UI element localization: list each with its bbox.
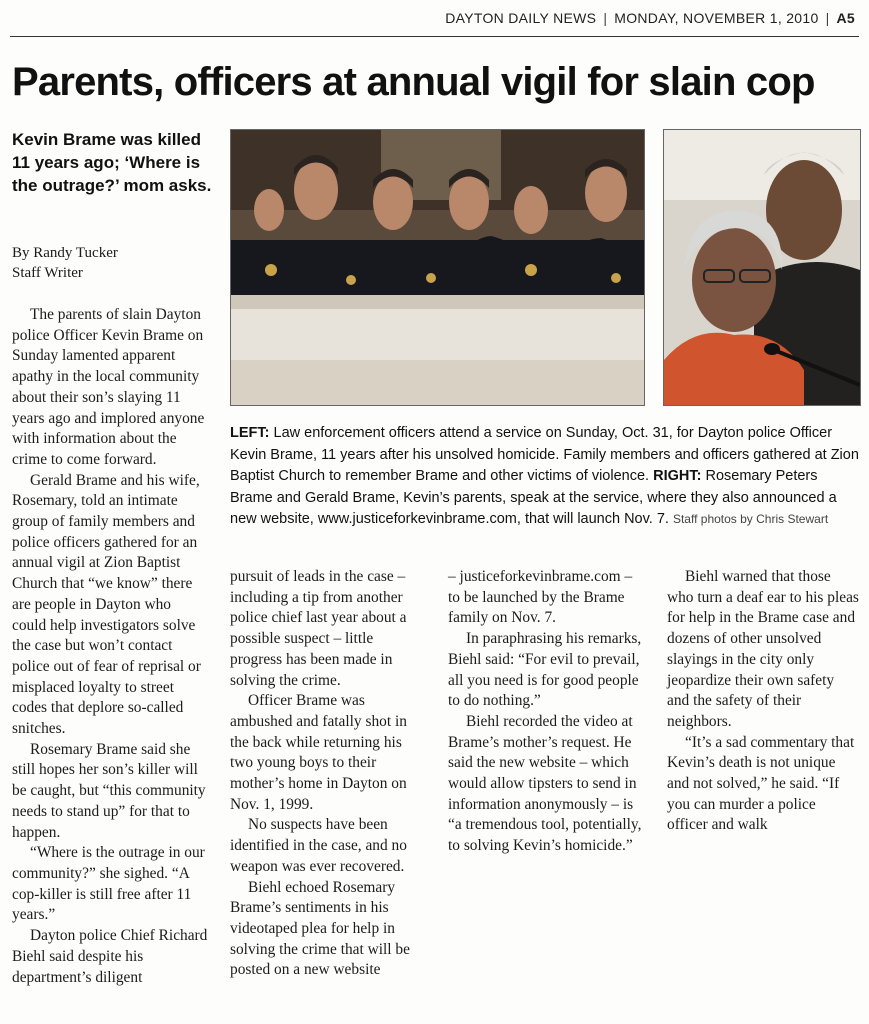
- paragraph: Biehl recorded the video at Brame’s mother’s request. He said the new website – which would allow tipsters to send in information anonymously – is “a tremendous tool, potentially, to solving Kevin’s homicide.”: [448, 712, 642, 855]
- publication-date: MONDAY, NOVEMBER 1, 2010: [614, 10, 819, 26]
- photo-caption: [230, 423, 860, 531]
- paragraph: The parents of slain Dayton police Officer Kevin Brame on Sunday lamented apparent apathy in the local community about their son’s slaying 11 years ago and implored anyone with information about the crime to come forward.: [12, 306, 205, 468]
- photo-credit: Staff photos by Chris Stewart: [672, 512, 829, 526]
- paragraph: “It’s a sad commentary that Kevin’s death is not unique and not solved,” he said. “If you can murder a police officer and walk: [667, 733, 855, 834]
- caption-left-label: LEFT:: [230, 425, 270, 441]
- byline-role: Staff Writer: [12, 265, 83, 281]
- paragraph: No suspects have been identified in the case, and no weapon was ever recovered.: [230, 816, 407, 875]
- officers-photo: [230, 129, 645, 406]
- paragraph: In paraphrasing his remarks, Biehl said: “For evil to prevail, all you need is for good people to do nothing.”: [448, 630, 642, 710]
- deck: Kevin Brame was killed 11 years ago; ‘Where is the outrage?’ mom asks.: [12, 130, 212, 195]
- paragraph: Dayton police Chief Richard Biehl said despite his department’s diligent: [12, 927, 208, 986]
- paragraph: – justiceforkevinbrame.com – to be launched by the Brame family on Nov. 7.: [448, 568, 633, 627]
- article-column-4: [667, 567, 859, 836]
- officers-photo-image: [231, 130, 644, 405]
- paragraph: Rosemary Brame said she still hopes her son’s killer will be caught, but “this community needs to stand up” for that to happen.: [12, 740, 206, 841]
- paragraph: Biehl echoed Rosemary Brame’s sentiments in his videotaped plea for help in solving the crime that will be posted on a new website: [230, 878, 410, 979]
- paragraph: Gerald Brame and his wife, Rosemary, told an intimate group of family members and police officers gathered for an annual vigil at Zion Baptist Church that “we know” there are people in Dayton who could help investigators solve the case but won’t contact police out of fear of reprisal or misplaced loyalty to street codes that deplore so-called snitches.: [12, 471, 201, 738]
- caption-right-label: RIGHT:: [653, 468, 702, 484]
- paragraph: Officer Brame was ambushed and fatally shot in the back while returning his two young boys to their mother’s home in Dayton on Nov. 1, 1999.: [230, 692, 407, 813]
- byline: [12, 243, 118, 283]
- page-header: DAYTON DAILY NEWS | MONDAY, NOVEMBER 1, 2010 | A5: [445, 10, 855, 26]
- publication-name: DAYTON DAILY NEWS: [445, 10, 597, 26]
- caption-right-text: Rosemary Peters Brame and Gerald Brame, Kevin’s parents, speak at the service, where they also announced a new website, www.justiceforkevinbrame.com, that will launch Nov. 7.: [230, 468, 837, 527]
- parents-photo: [663, 129, 861, 406]
- article-column-3: [448, 567, 644, 857]
- page-number: A5: [836, 10, 855, 26]
- paragraph: Biehl warned that those who turn a deaf ear to his pleas for help in the Brame case and dozens of other unsolved slayings in the city only jeopardize their own safety and the safety of their neighbors.: [667, 568, 859, 730]
- headline: Parents, officers at annual vigil for slain cop: [12, 60, 815, 104]
- header-rule: [10, 36, 859, 37]
- paragraph: pursuit of leads in the case – including a tip from another police chief last year about a possible suspect – little progress has been made in solving the crime.: [230, 568, 407, 689]
- paragraph: “Where is the outrage in our community?” she sighed. “A cop-killer is still free after 11 years.”: [12, 844, 205, 924]
- article-column-2: [230, 567, 426, 981]
- parents-photo-image: [664, 130, 860, 405]
- caption-left-text: Law enforcement officers attend a service on Sunday, Oct. 31, for Dayton police Officer Kevin Brame, 11 years after his unsolved homicide. Family members and officers gathered at Zion Baptist Church to remember Brame and other victims of violence.: [230, 425, 859, 484]
- article-column-1: [12, 305, 208, 988]
- byline-author: By Randy Tucker: [12, 245, 118, 261]
